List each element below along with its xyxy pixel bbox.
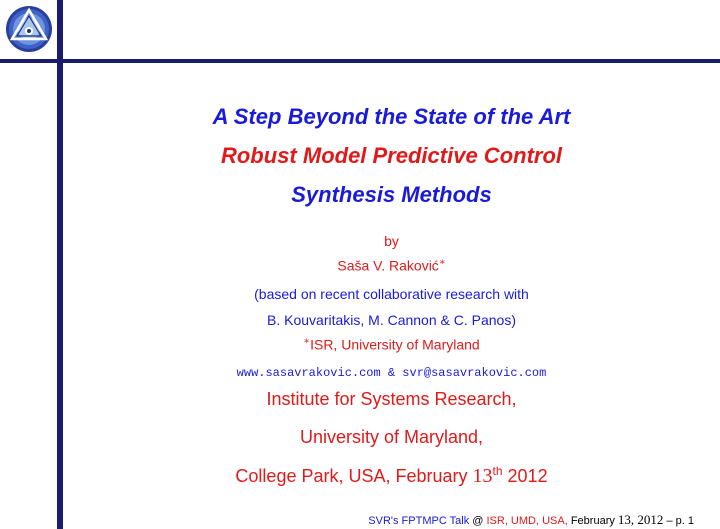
affiliation-mark: ∗ <box>303 336 311 347</box>
institute-line-2: University of Maryland, <box>299 427 484 447</box>
by-label: by <box>384 233 399 249</box>
location-date-text: College Park, USA, February <box>235 466 473 486</box>
footer-date-label: February <box>567 515 618 527</box>
title-line-2: Robust Model Predictive Control <box>220 143 563 168</box>
footer-date-number: 13, 2012 <box>617 512 664 527</box>
institute-line-1: Institute for Systems Research, <box>266 389 517 409</box>
affiliation <box>63 336 720 353</box>
coauthors-text: B. Kouvaritakis, M. Cannon & C. Panos) <box>267 312 516 328</box>
based-on-text: (based on recent collaborative research with <box>254 286 529 302</box>
footer <box>368 512 694 528</box>
title-line-3: Synthesis Methods <box>291 182 492 207</box>
footer-place: ISR, UMD, USA, <box>486 515 568 527</box>
date-year: 2012 <box>502 466 548 486</box>
footer-page: – p. 1 <box>663 515 694 527</box>
contact-links: www.sasavrakovic.com & svr@sasavrakovic.com <box>236 366 547 380</box>
slide-content <box>63 0 720 529</box>
institute-line-3 <box>63 464 720 488</box>
title-line-1: A Step Beyond the State of the Art <box>212 104 571 129</box>
author-text: Saša V. Raković <box>337 257 439 274</box>
date-day: 13 <box>472 465 493 487</box>
author-name <box>63 257 720 274</box>
footer-talk: SVR's FPTMPC Talk <box>368 515 470 527</box>
affiliation-text: ISR, University of Maryland <box>310 336 480 353</box>
institute-logo <box>4 4 54 54</box>
author-mark: ∗ <box>438 257 446 268</box>
date-day-suffix: th <box>492 464 503 478</box>
footer-at: @ <box>469 515 487 527</box>
